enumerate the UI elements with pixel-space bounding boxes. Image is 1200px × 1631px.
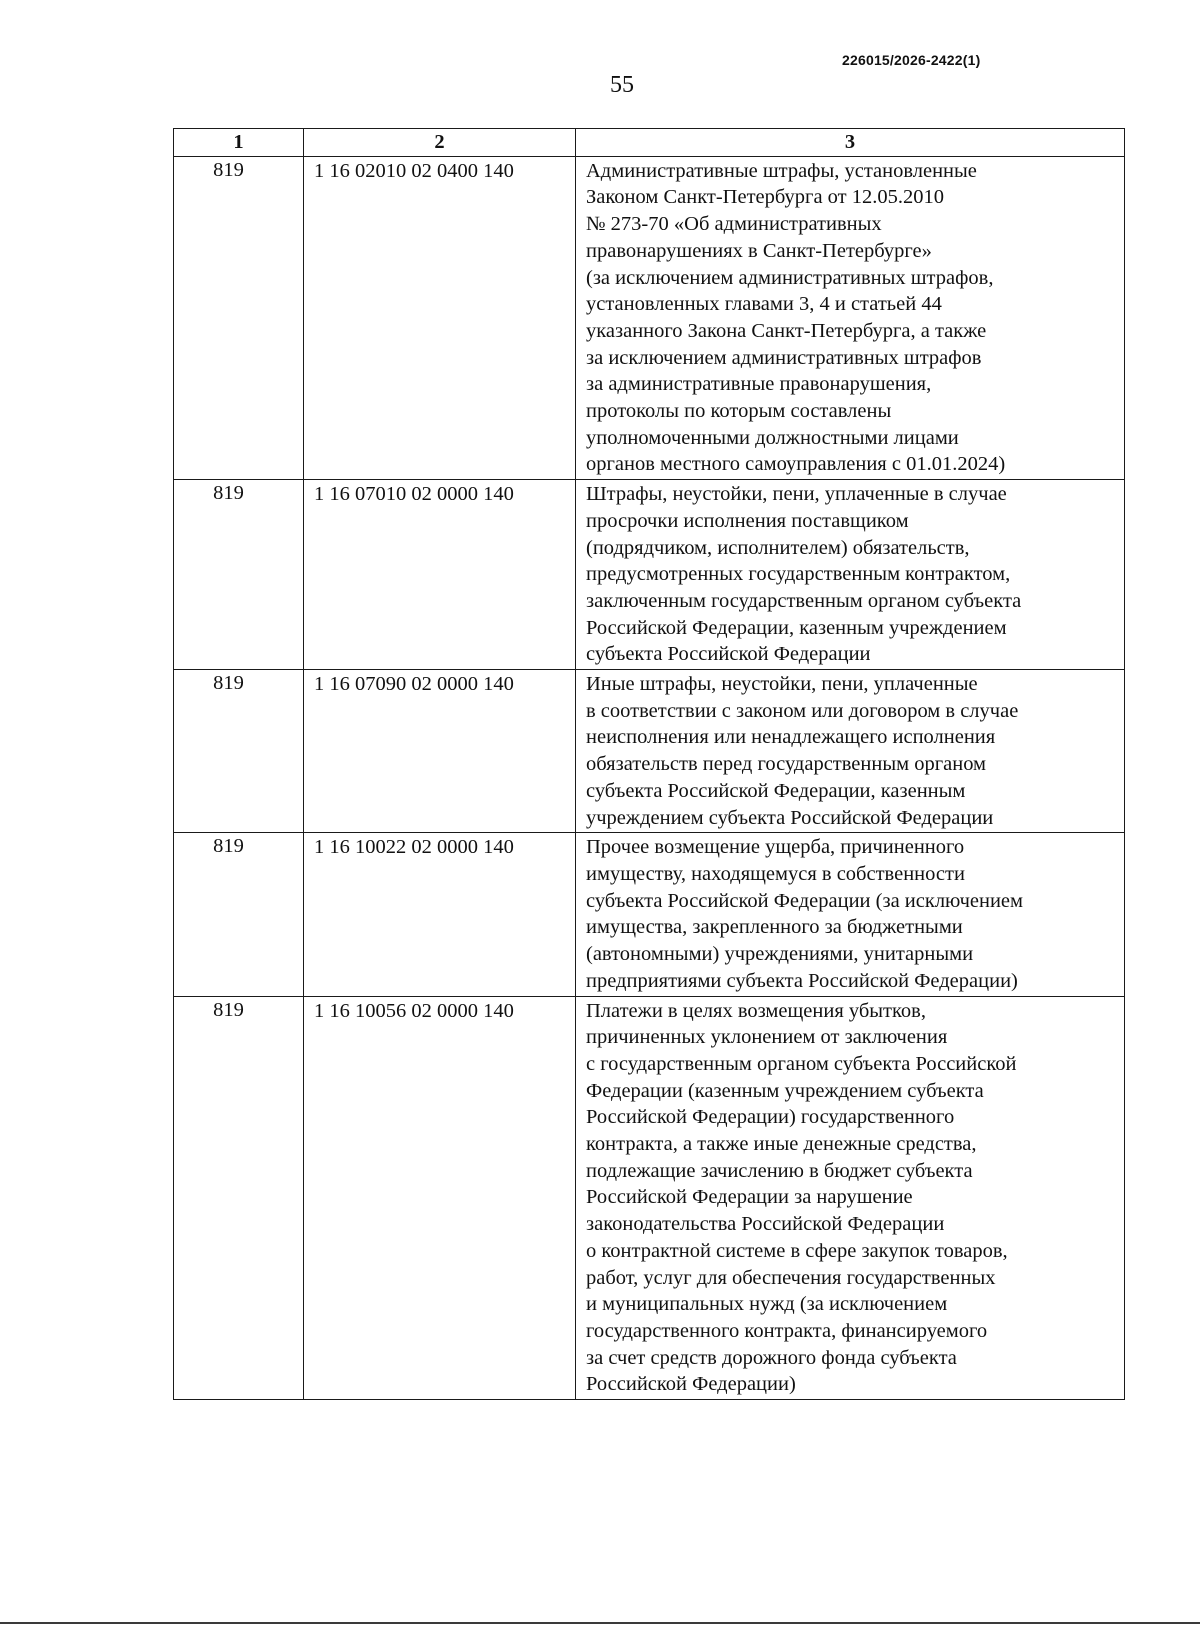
income-name-cell: Штрафы, неустойки, пени, уплаченные в случае просрочки исполнения поставщиком (подрядчиком, исполнителем) обязательств, предусмотренных государственным контрактом, заключенным государственным органом субъекта Российской Федерации, казенным учреждением субъекта Российской Федерации — [576, 480, 1125, 670]
admin-code-cell: 819 — [174, 480, 304, 670]
admin-code-cell: 819 — [174, 996, 304, 1400]
revenue-codes-table — [173, 128, 1125, 1400]
column-header-2: 2 — [304, 129, 576, 157]
income-code-cell: 1 16 07010 02 0000 140 — [304, 480, 576, 670]
table-row — [174, 996, 1125, 1400]
table-row — [174, 480, 1125, 670]
table-header-row — [174, 129, 1125, 157]
income-code-cell: 1 16 07090 02 0000 140 — [304, 670, 576, 833]
column-header-1: 1 — [174, 129, 304, 157]
document-id: 226015/2026-2422(1) — [842, 52, 981, 68]
income-name-cell: Административные штрафы, установленные Законом Санкт-Петербурга от 12.05.2010 № 273-70 «Об административных правонарушениях в Санкт-Петербурге» (за исключением административных штрафов, установленных главами 3, 4 и статьей 44 указанного Закона Санкт-Петербурга, а также за исключением административных штрафов за административные правонарушения, протоколы по которым составлены уполномоченными должностными лицами органов местного самоуправления с 01.01.2024) — [576, 156, 1125, 479]
table-row — [174, 670, 1125, 833]
income-name-cell: Иные штрафы, неустойки, пени, уплаченные в соответствии с законом или договором в случае неисполнения или ненадлежащего исполнения обязательств перед государственным органом субъекта Российской Федерации, казенным учреждением субъекта Российской Федерации — [576, 670, 1125, 833]
income-code-cell: 1 16 10056 02 0000 140 — [304, 996, 576, 1400]
page-number: 55 — [610, 72, 634, 98]
table-row — [174, 156, 1125, 479]
admin-code-cell: 819 — [174, 156, 304, 479]
table-row — [174, 833, 1125, 996]
income-code-cell: 1 16 02010 02 0400 140 — [304, 156, 576, 479]
income-code-cell: 1 16 10022 02 0000 140 — [304, 833, 576, 996]
admin-code-cell: 819 — [174, 833, 304, 996]
admin-code-cell: 819 — [174, 670, 304, 833]
income-name-cell: Прочее возмещение ущерба, причиненного имуществу, находящемуся в собственности субъекта Российской Федерации (за исключением имущества, закрепленного за бюджетными (автономными) учреждениями, унитарными предприятиями субъекта Российской Федерации) — [576, 833, 1125, 996]
scan-edge-line — [0, 1622, 1200, 1624]
income-name-cell: Платежи в целях возмещения убытков, причиненных уклонением от заключения с государственным органом субъекта Российской Федерации (казенным учреждением субъекта Российской Федерации) государственного контракта, а также иные денежные средства, подлежащие зачислению в бюджет субъекта Российской Федерации за нарушение законодательства Российской Федерации о контрактной системе в сфере закупок товаров, работ, услуг для обеспечения государственных и муниципальных нужд (за исключением государственного контракта, финансируемого за счет средств дорожного фонда субъекта Российской Федерации) — [576, 996, 1125, 1400]
column-header-3: 3 — [576, 129, 1125, 157]
